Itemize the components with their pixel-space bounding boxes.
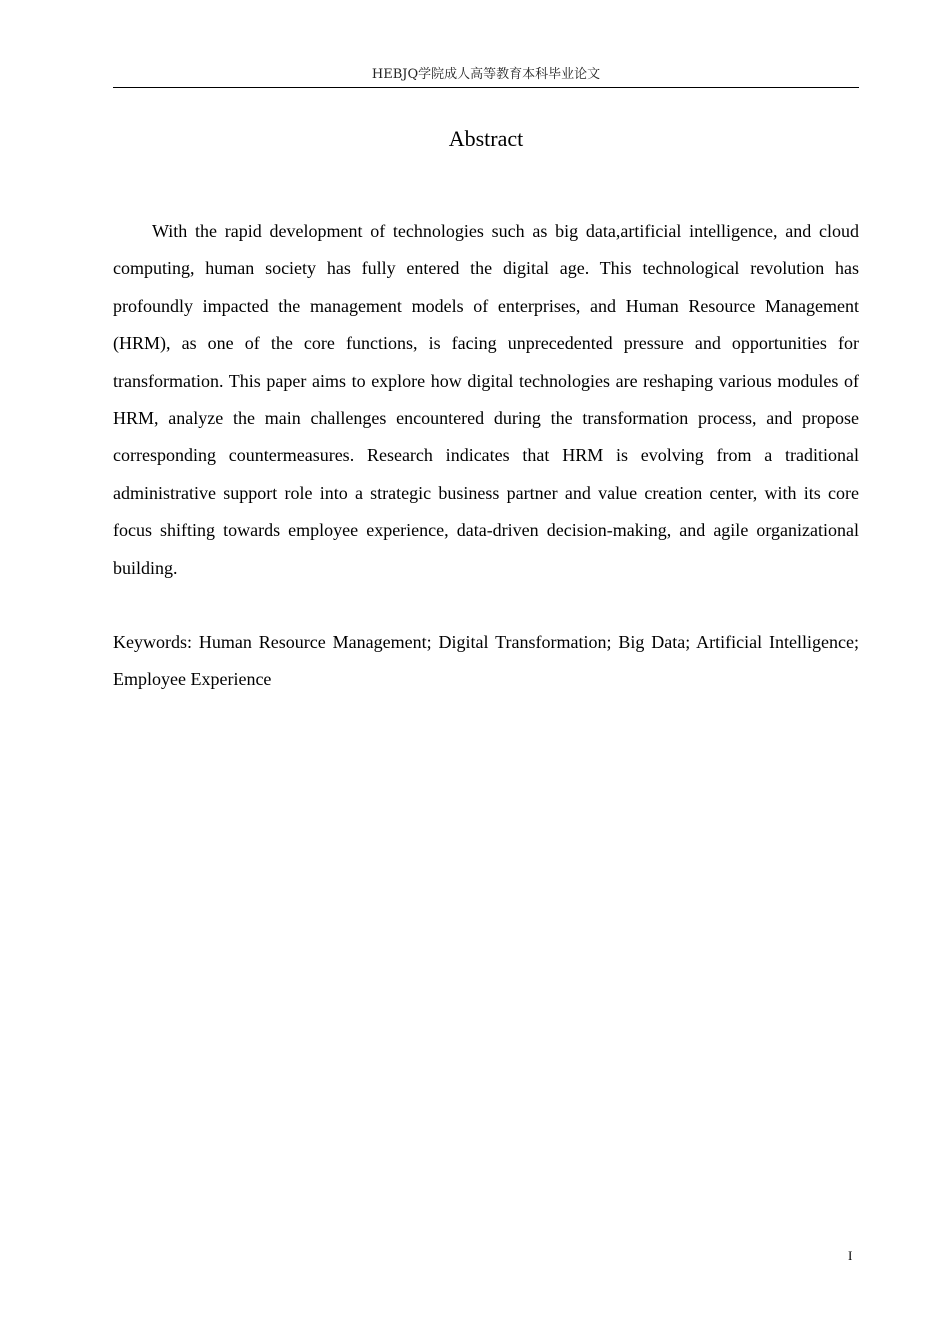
keywords: Keywords: Human Resource Management; Digital Transformation; Big Data; Artificial Intelligence; Employee Experience xyxy=(113,632,859,690)
abstract-title: Abstract xyxy=(448,126,524,151)
page-number: I xyxy=(848,1248,853,1263)
abstract-body: With the rapid development of technologies such as big data,artificial intelligence, and cloud computing, human society has fully entered the digital age. This technological revolution has profoundly impacted the management models of enterprises, and Human Resource Management (HRM), as one of the core functions, is facing unprecedented pressure and opportunities for transformation. This paper aims to explore how digital technologies are reshaping various modules of HRM, analyze the main challenges encountered during the transformation process, and propose corresponding countermeasures. Research indicates that HRM is evolving from a traditional administrative support role into a strategic business partner and value creation center, with its core focus shifting towards employee experience, data-driven decision-making, and agile organizational building. xyxy=(113,221,859,578)
running-header: HEBJQ学院成人高等教育本科毕业论文 xyxy=(371,67,601,82)
header-rule xyxy=(113,87,859,88)
